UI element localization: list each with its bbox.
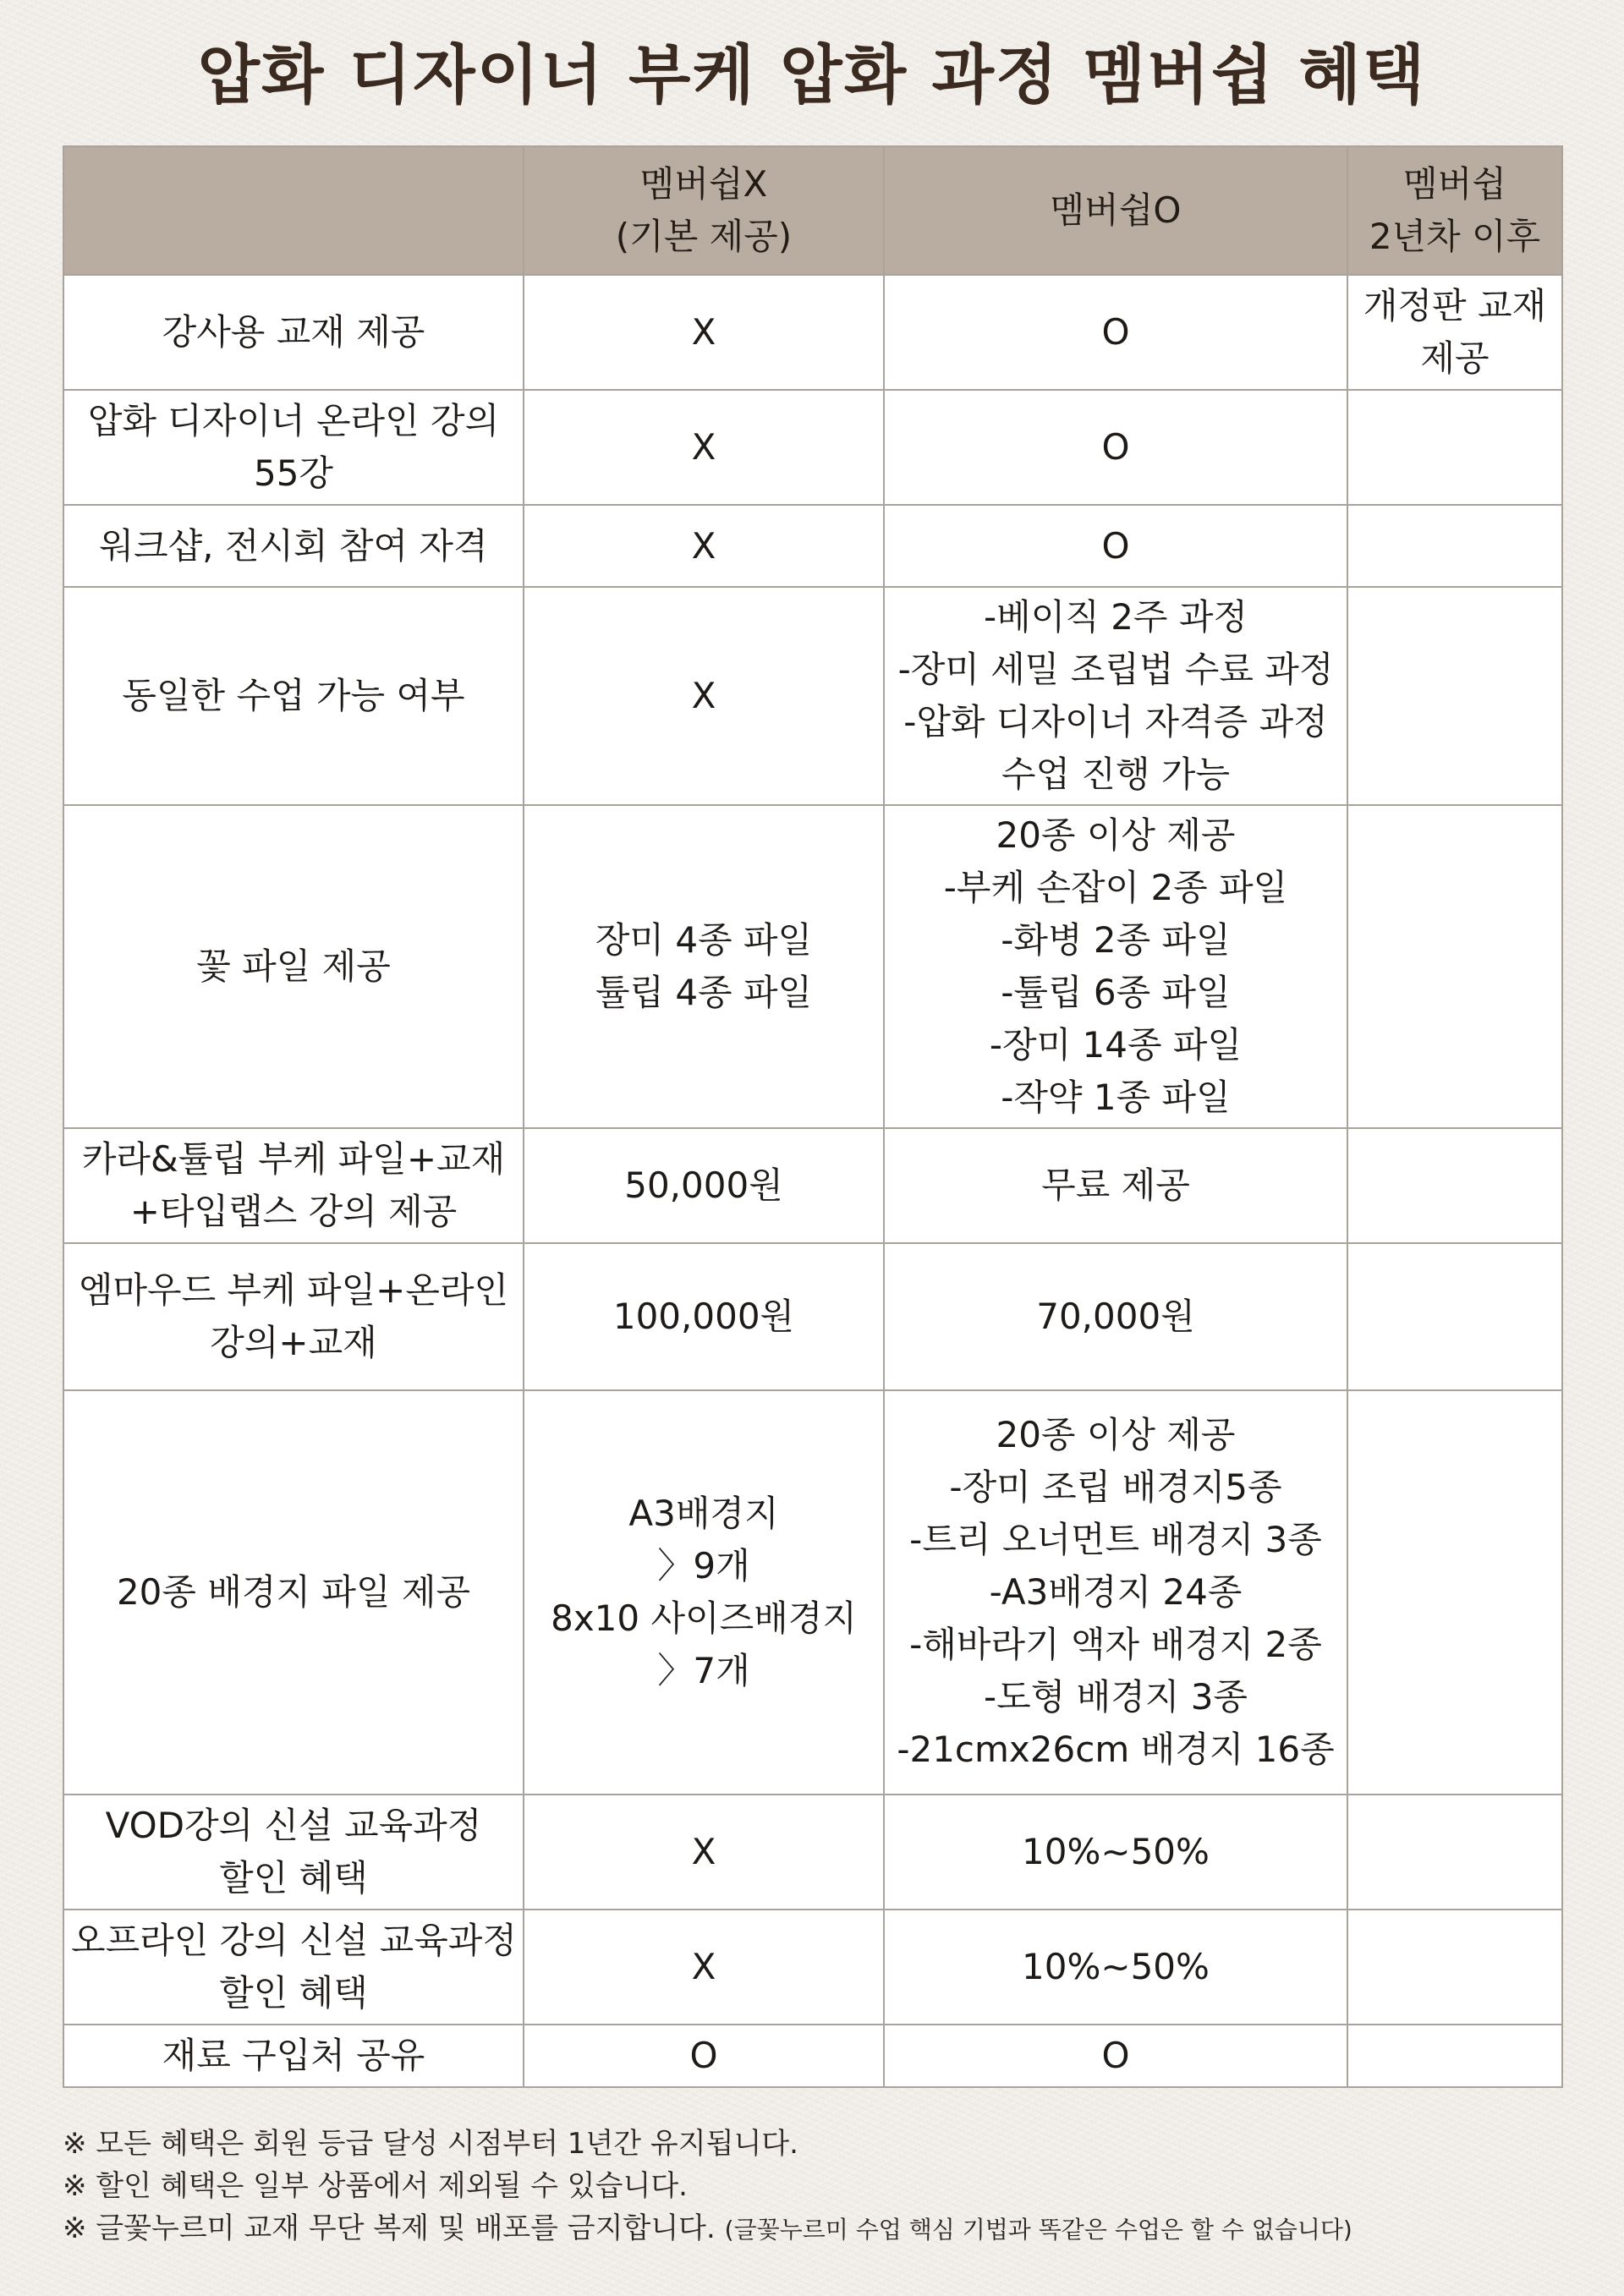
- cell-line: 할인 혜택: [219, 1972, 368, 2014]
- cell-line: 55강: [253, 452, 333, 494]
- second-year-cell: [1347, 1910, 1562, 2025]
- table-row: [63, 390, 1562, 505]
- membership-cell: [884, 1795, 1347, 1910]
- cell-line: 워크샵, 전시회 참여 자격: [99, 524, 488, 567]
- cell-line: -압화 디자이너 자격증 과정: [903, 701, 1328, 743]
- second-year-cell: [1347, 275, 1562, 390]
- cell-line: 멤버쉽X: [639, 163, 768, 205]
- membership-cell: [884, 1243, 1347, 1390]
- benefit-cell: [63, 805, 524, 1128]
- cell-line: 8x10 사이즈배경지: [551, 1597, 857, 1639]
- cell-line: 멤버쉽: [1403, 163, 1506, 205]
- cell-line: O: [1101, 2035, 1130, 2076]
- cell-line: 엠마우드 부케 파일+온라인: [78, 1269, 509, 1311]
- benefit-cell: [63, 505, 524, 587]
- table-row: [63, 1390, 1562, 1795]
- cell-line: 수업 진행 가능: [1001, 753, 1231, 795]
- page-title: 압화 디자이너 부케 압화 과정 멤버쉽 혜택: [197, 37, 1427, 112]
- cell-line: -부케 손잡이 2종 파일: [943, 867, 1288, 908]
- cell-line: VOD강의 신설 교육과정: [105, 1805, 482, 1846]
- membership-table-container: [63, 145, 1561, 2088]
- cell-line: X: [691, 311, 716, 353]
- footnote-3: [63, 2207, 1585, 2251]
- footnotes: [63, 2123, 1585, 2251]
- membership-cell: [884, 1910, 1347, 2025]
- cell-line: 튤립 4종 파일: [595, 972, 813, 1013]
- membership-cell: [884, 505, 1347, 587]
- cell-line: 20종 배경지 파일 제공: [116, 1571, 471, 1613]
- table-row: [63, 587, 1562, 805]
- cell-line: -트리 오너먼트 배경지 3종: [909, 1519, 1322, 1560]
- second-year-cell: [1347, 1243, 1562, 1390]
- cell-line: X: [691, 1946, 716, 1987]
- cell-line: +타입랩스 강의 제공: [129, 1191, 458, 1232]
- cell-line: 100,000원: [612, 1296, 795, 1337]
- footnote-2: [63, 2165, 1585, 2207]
- cell-line: 20종 이상 제공: [996, 1414, 1236, 1455]
- cell-line: 무료 제공: [1041, 1164, 1190, 1206]
- cell-line: -베이직 2주 과정: [983, 596, 1248, 638]
- second-year-cell: [1347, 505, 1562, 587]
- benefit-cell: [63, 390, 524, 505]
- cell-line: 개정판 교재: [1363, 285, 1547, 326]
- cell-line: 10%~50%: [1022, 1831, 1210, 1872]
- table-row: [63, 275, 1562, 390]
- cell-line: -해바라기 액자 배경지 2종: [909, 1624, 1322, 1665]
- cell-line: O: [689, 2035, 718, 2076]
- cell-line: -화병 2종 파일: [1001, 919, 1231, 961]
- cell-line: 강사용 교재 제공: [162, 311, 425, 353]
- no-membership-cell: [524, 1795, 884, 1910]
- table-row: [63, 1910, 1562, 2025]
- no-membership-cell: [524, 587, 884, 805]
- benefit-cell: [63, 1243, 524, 1390]
- second-year-cell: [1347, 390, 1562, 505]
- footnote-text: ※ 모든 혜택은 회원 등급 달성 시점부터 1년간 유지됩니다.: [63, 2127, 798, 2161]
- header-no-membership: [524, 146, 884, 275]
- no-membership-cell: [524, 505, 884, 587]
- cell-line: 압화 디자이너 온라인 강의: [87, 400, 500, 441]
- table-row: [63, 1128, 1562, 1243]
- table-row: [63, 805, 1562, 1128]
- table-header-row: [63, 146, 1562, 275]
- second-year-cell: [1347, 1795, 1562, 1910]
- table-row: [63, 1243, 1562, 1390]
- benefit-cell: [63, 2025, 524, 2087]
- cell-line: -도형 배경지 3종: [983, 1676, 1248, 1718]
- cell-line: 동일한 수업 가능 여부: [122, 675, 465, 716]
- second-year-cell: [1347, 1390, 1562, 1795]
- cell-line: O: [1101, 311, 1130, 353]
- cell-line: 오프라인 강의 신설 교육과정: [71, 1920, 517, 1961]
- no-membership-cell: [524, 2025, 884, 2087]
- membership-cell: [884, 1128, 1347, 1243]
- membership-benefits-table: [63, 145, 1563, 2088]
- cell-line: X: [691, 426, 716, 468]
- no-membership-cell: [524, 1910, 884, 2025]
- footnote-1: [63, 2123, 1585, 2165]
- cell-line: 재료 구입처 공유: [162, 2035, 425, 2076]
- table-row: [63, 1795, 1562, 1910]
- cell-line: -장미 세밀 조립법 수료 과정: [897, 649, 1334, 690]
- footnote-text: ※ 할인 혜택은 일부 상품에서 제외될 수 있습니다.: [63, 2169, 688, 2203]
- cell-line: -A3배경지 24종: [989, 1571, 1243, 1613]
- cell-line: 50,000원: [624, 1164, 783, 1206]
- benefit-cell: [63, 1910, 524, 2025]
- benefit-cell: [63, 1795, 524, 1910]
- cell-line: -21cmx26cm 배경지 16종: [897, 1729, 1335, 1770]
- cell-line: X: [691, 675, 716, 716]
- membership-cell: [884, 275, 1347, 390]
- cell-line: (기본 제공): [615, 216, 793, 257]
- no-membership-cell: [524, 1390, 884, 1795]
- membership-cell: [884, 2025, 1347, 2087]
- cell-line: 10%~50%: [1022, 1946, 1210, 1987]
- second-year-cell: [1347, 805, 1562, 1128]
- cell-line: O: [1101, 524, 1130, 567]
- benefit-cell: [63, 1390, 524, 1795]
- header-second-year: [1347, 146, 1562, 275]
- no-membership-cell: [524, 805, 884, 1128]
- table-row: [63, 505, 1562, 587]
- membership-cell: [884, 587, 1347, 805]
- second-year-cell: [1347, 1128, 1562, 1243]
- second-year-cell: [1347, 587, 1562, 805]
- cell-line: 70,000원: [1036, 1296, 1195, 1337]
- second-year-cell: [1347, 2025, 1562, 2087]
- cell-line: 꽃 파일 제공: [196, 945, 391, 987]
- no-membership-cell: [524, 275, 884, 390]
- cell-line: -튤립 6종 파일: [1001, 972, 1231, 1013]
- cell-line: X: [691, 524, 716, 567]
- footnote-text: ※ 글꽃누르미 교재 무단 복제 및 배포를 금지합니다.: [63, 2211, 716, 2245]
- cell-line: 〉9개: [657, 1545, 750, 1586]
- no-membership-cell: [524, 390, 884, 505]
- cell-line: A3배경지: [628, 1493, 779, 1534]
- cell-line: 카라&튤립 부케 파일+교재: [81, 1138, 506, 1180]
- no-membership-cell: [524, 1128, 884, 1243]
- cell-line: -작약 1종 파일: [1001, 1077, 1231, 1118]
- cell-line: 2년차 이후: [1369, 216, 1541, 257]
- header-membership: [884, 146, 1347, 275]
- cell-line: 강의+교재: [210, 1322, 377, 1363]
- benefit-cell: [63, 275, 524, 390]
- cell-line: 20종 이상 제공: [996, 814, 1236, 856]
- cell-line: 〉7개: [657, 1650, 750, 1691]
- membership-cell: [884, 1390, 1347, 1795]
- cell-line: 멤버쉽O: [1050, 189, 1182, 231]
- cell-line: 장미 4종 파일: [595, 919, 813, 961]
- cell-line: O: [1101, 426, 1130, 468]
- membership-cell: [884, 390, 1347, 505]
- table-row: [63, 2025, 1562, 2087]
- membership-cell: [884, 805, 1347, 1128]
- benefit-cell: [63, 1128, 524, 1243]
- cell-line: X: [691, 1831, 716, 1872]
- footnote-subtext: (글꽃누르미 수업 핵심 기법과 똑같은 수업은 할 수 없습니다): [724, 2216, 1352, 2244]
- cell-line: 제공: [1420, 337, 1490, 379]
- no-membership-cell: [524, 1243, 884, 1390]
- cell-line: -장미 14종 파일: [989, 1024, 1243, 1066]
- benefit-cell: [63, 587, 524, 805]
- cell-line: 할인 혜택: [219, 1857, 368, 1899]
- header-benefit: [63, 146, 524, 275]
- cell-line: -장미 조립 배경지5종: [949, 1466, 1282, 1508]
